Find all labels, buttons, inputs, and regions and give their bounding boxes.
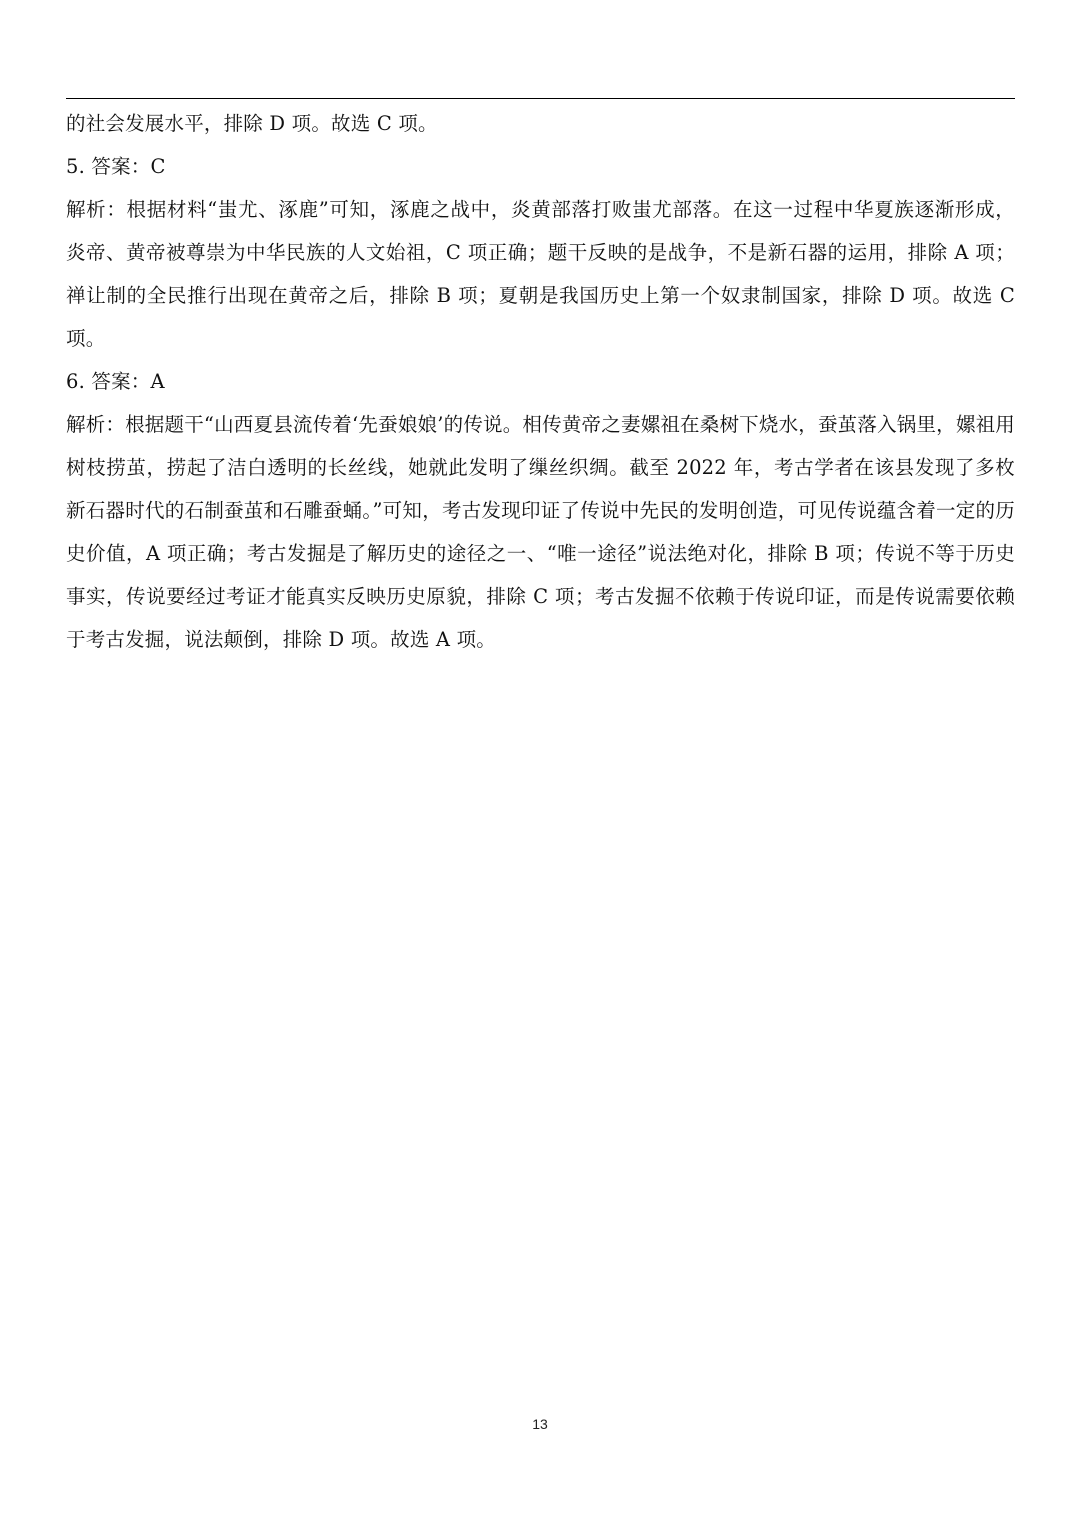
answer-5-heading: 5. 答案：C	[66, 155, 166, 178]
answer-6-explanation: 解析：根据题干“山西夏县流传着‘先蚕娘娘’的传说。相传黄帝之妻嫘祖在桑树下烧水，蚕茧落入锅里，嫘祖用树枝捞茧，捞起了洁白透明的长丝线，她就此发明了缫丝织绸。截至 2022 年，考古学者在该县发现了多枚新石器时代的石制蚕茧和石雕蚕蛹。”可知，考古发现印证了传说中先民的发明创造，可见传说蕴含着一定的历史价值，A 项正确；考古发掘是了解历史的途径之一、“唯一途径”说法绝对化，排除 B 项；传说不等于历史事实，传说要经过考证才能真实反映历史原貌，排除 C 项；考古发掘不依赖于传说印证，而是传说需要依赖于考古发掘，说法颠倒，排除 D 项。故选 A 项。	[66, 413, 1015, 651]
header-rule	[66, 98, 1015, 99]
paragraph-continuation: 的社会发展水平，排除 D 项。故选 C 项。	[66, 112, 438, 135]
answer-6-heading: 6. 答案：A	[66, 370, 165, 393]
answer-5-explanation: 解析：根据材料“蚩尤、涿鹿”可知，涿鹿之战中，炎黄部落打败蚩尤部落。在这一过程中华夏族逐渐形成， 炎帝、黄帝被尊崇为中华民族的人文始祖，C 项正确；题干反映的是战争，不是新石器的运用，排除 A 项；禅让制的全民推行出现在黄帝之后，排除 B 项；夏朝是我国历史上第一个奴隶制国家，排除 D 项。故选 C 项。	[66, 198, 1015, 350]
page-number: 13	[532, 1416, 548, 1432]
document-body	[66, 102, 1015, 661]
